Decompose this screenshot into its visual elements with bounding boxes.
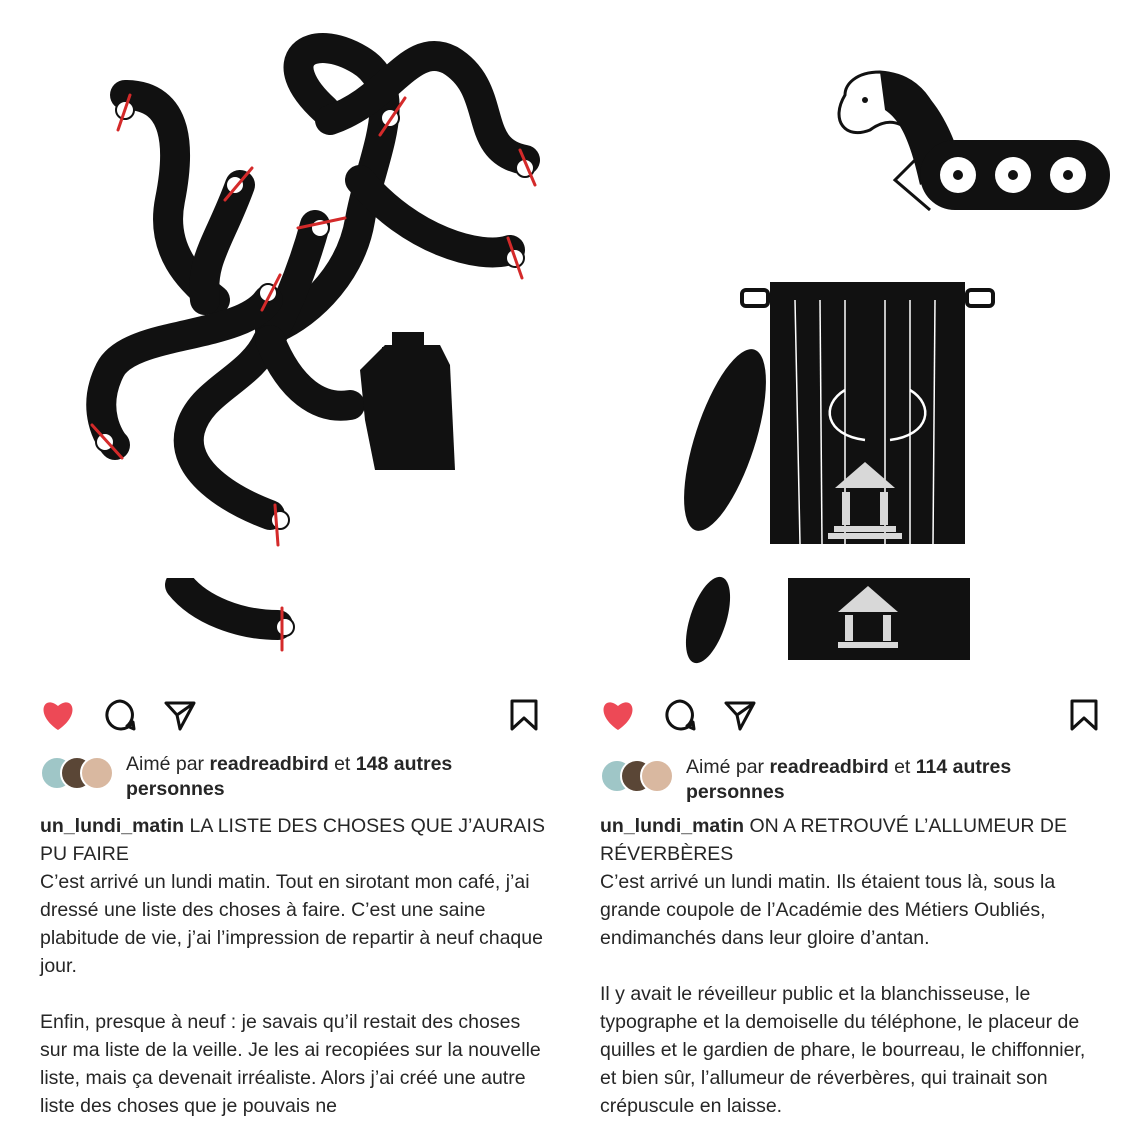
liked-by-connector: et	[328, 753, 356, 775]
comment-icon[interactable]	[100, 695, 140, 735]
liked-by-prefix: Aimé par	[686, 756, 770, 778]
post-caption	[40, 812, 545, 1148]
caption-paragraph: Il y avait le réveilleur public et la blanchisseuse, le typographe et la demoiselle du téléphone, le placeur de quilles et le gardien de phare, le bourreau, le chiffonnier, et bien sûr, l’allumeur de réverbères, qui trainait son crépuscule en laisse.	[600, 983, 1086, 1117]
avatar	[640, 759, 674, 793]
action-bar	[38, 695, 546, 735]
liked-by-text	[686, 755, 1100, 805]
liker-avatars	[600, 759, 676, 793]
action-bar	[598, 695, 1106, 735]
caption-username[interactable]: un_lundi_matin	[40, 815, 185, 837]
caption-paragraph: Enfin, presque à neuf : je savais qu’il restait des choses sur ma liste de la veille. Je les ai recopiées sur la nouvelle liste, mais ça devenait irréaliste. Alors j’ai créé une autre liste des choses que je pouvais ne	[40, 1011, 541, 1117]
caption-title: ON A RETROUVÉ L’ALLUMEUR DE RÉVERBÈRES	[600, 815, 1068, 865]
liked-by-text	[126, 752, 540, 802]
comment-icon[interactable]	[660, 695, 700, 735]
post-caption	[600, 812, 1105, 1148]
post-right	[590, 0, 1110, 1140]
post-image-trash-bin-illustration[interactable]	[590, 0, 1110, 665]
liked-by-prefix: Aimé par	[126, 753, 210, 775]
likes-count[interactable]: 148 autres personnes	[126, 753, 453, 800]
post-image-arms-illustration[interactable]	[30, 0, 550, 665]
caption-paragraph: C’est arrivé un lundi matin. Tout en sirotant mon café, j’ai dressé une liste des choses à faire. C’est une saine plabitude de vie, j’ai l’impression de repartir à neuf chaque jour.	[40, 871, 543, 977]
paper-plane-icon[interactable]	[160, 695, 200, 735]
likes-count[interactable]: 114 autres personnes	[686, 756, 1012, 803]
liked-by-user[interactable]: readreadbird	[769, 756, 889, 778]
likes-summary[interactable]	[40, 752, 540, 802]
post-left	[30, 0, 550, 1140]
caption-username[interactable]: un_lundi_matin	[600, 815, 745, 837]
heart-icon[interactable]	[38, 695, 78, 735]
liked-by-user[interactable]: readreadbird	[209, 753, 329, 775]
paper-plane-icon[interactable]	[720, 695, 760, 735]
liked-by-connector: et	[888, 756, 916, 778]
bookmark-icon[interactable]	[504, 695, 544, 735]
heart-icon[interactable]	[598, 695, 638, 735]
caption-paragraph: C’est arrivé un lundi matin. Ils étaient tous là, sous la grande coupole de l’Académie des Métiers Oubliés, endimanchés dans leur gloire d’antan.	[600, 871, 1056, 949]
liker-avatars	[40, 756, 116, 790]
likes-summary[interactable]	[600, 755, 1100, 805]
bookmark-icon[interactable]	[1064, 695, 1104, 735]
caption-title: LA LISTE DES CHOSES QUE J’AURAIS PU FAIRE	[40, 815, 545, 865]
avatar	[80, 756, 114, 790]
